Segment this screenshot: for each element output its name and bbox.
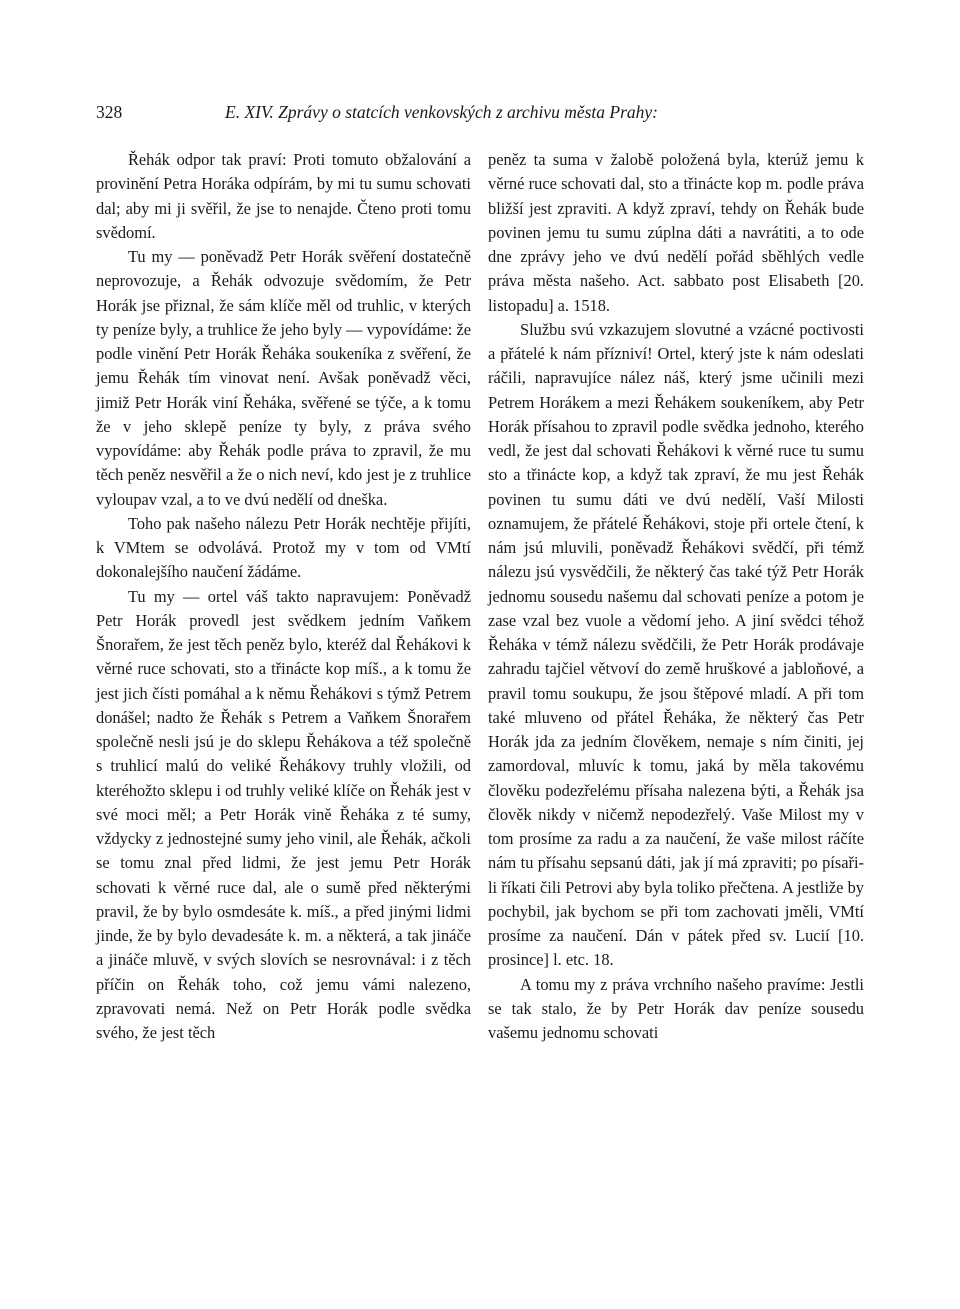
- running-title: E. XIV. Zprávy o statcích venkovských z archivu města Prahy:: [225, 102, 658, 122]
- paragraph: Tu my — poněvadž Petr Horák svěření dostatečně neprovozuje, a Řehák odvozuje svědomím, že Petr Horák jse přiznal, že sám klíče měl od truhlic, v kterých ty peníze byly, a truhlice že jeho byly — vypovídáme: že podle vinění Petr Horák Řeháka soukeníka z svěření, že jemu Řehák tím vinovat není. Avšak poněvadž věci, jimiž Petr Horák viní Řeháka, svěřené se týče, a k tomu že v jeho sklepě peníze ty byly, z práva svého vypovídáme: aby Řehák podle práva to zpravil, že mu těch peněz nesvěřil a že o nich neví, kdo jest je z truhlice vyloupav vzal, a to ve dvú nedělí od dneška.: [96, 247, 471, 509]
- paragraph: Toho pak našeho nálezu Petr Horák nechtěje přijíti, k VMtem se odvolává. Protož my v tom od VMtí dokonalejšího naučení žádáme.: [96, 513, 471, 582]
- paragraph: Řehák odpor tak praví: Proti tomuto obžalování a provinění Petra Horáka odpírám, by mi tu sumu schovati dal; aby mi ji svěřil, že jse to nenajde. Čteno proti tomu svědomí.: [96, 150, 471, 242]
- right-column: [488, 148, 864, 1045]
- paragraph: A tomu my z práva vrchního našeho pravíme: Jestli se tak stalo, že by Petr Horák dav peníze sousedu vašemu jednomu schovati: [488, 974, 864, 1042]
- paragraph: Službu svú vzkazujem slovutné a vzácné poctivosti a přátelé k nám přízniví! Ortel, který jste k nám odeslati ráčili, napravujíce nález náš, který jsme učinili mezi Petrem Horákem a mezi Řehákem soukeníkem, aby Petr Horák přísahou to zpravil podle svědka jednoho, kterého vedl, že jest dal schovati Řehákovi k věrné ruce tu sumu sto a třinácte kop, a když tak zpraví, že mu jest Řehák povinen tu sumu dáti ve dvú nedělí, Vaší Milosti oznamujem, že přátelé Řehákovi, stoje při ortele čtení, k nám jsú mluvili, poněvadž Řehákovi svědčí, při témž nálezu jsú vysvědčili, že některý čas také týž Petr Horák jednomu sousedu našemu dal schovati peníze a potom je zase vzal bez vuole a vědomí jeho. A jiní svědci téhož Řeháka v témž nálezu svědčili, že Petr Horák prodávaje zahradu tajčiel větvoví do země hruškové a jabloňové, a pravil tomu soukupu, že jsou štěpové mladí. A při tom také mluveno od přátel Řeháka, že některý čas Petr Horák jda za jedním člověkem, nemaje s ním činiti, jej zamordoval, mluvíc k tomu, jaká by měla takovému člověku podezřelému přísaha nalezena býti, a Řehák jsa člověk nikdy v ničemž nepodezřelý. Vaše Milost my v tom prosíme za radu a za naučení, že vaše milost ráčíte nám tu přísahu sepsanú dáti, jak jí má zpraviti; po písaři-li říkati čili Petrovi aby byla toliko přečtena. A jestliže by pochybil, jak bychom se při tom zachovati jměli, VMtí prosíme za naučení. Dán v pátek před sv. Lucií [10. prosince] l. etc. 18.: [488, 319, 864, 970]
- left-column: [96, 148, 471, 1045]
- running-header: [96, 100, 864, 124]
- paragraph: Tu my — ortel váš takto napravujem: Poněvadž Petr Horák provedl jest svědkem jedním Vaňkem Šnorařem, že jest těch peněz bylo, kteréž dal Řehákovi k věrné ruce schovati, sto a třinácte kop míš., a k tomu že jest jich čísti pomáhal a k němu Řehákovi s týmž Petrem donášel; nadto že Řehák s Petrem a Vaňkem Šnorařem společně nesli jsú je do sklepu Řehákova a též společně s truhlicí malú do veliké Řehákovy truhly vložili, od kteréhožto sklepu i od truhly veliké klíče on Řehák jest v své moci měl; a Petr Horák vině Řeháka z té sumy, vždycky z jednostejné sumy jeho vinil, ale Řehák, ačkoli se tomu znal před lidmi, že jest jemu Petr Horák schovati k věrné ruce dal, ale o sumě před některými pravil, že by bylo osmdesáte k. míš., a před jinými lidmi jinde, že by bylo devadesáte k. m. a některá, a tak jináče a jináče mluvě, v svých slovích se nesrovnával: i z těch příčin on Řehák toho, což jemu vámi nalezeno, zpravovati nemá. Než on Petr Horák podle svědka svého, že jest těch: [96, 586, 471, 1042]
- paragraph-continued: peněz ta suma v žalobě položená byla, kterúž jemu k věrné ruce schovati dal, sto a třinácte kop m. podle práva bližší jest zpraviti. A když zpraví, tehdy on Řehák bude povinen jemu tu sumu zúplna dáti a navrátiti, a to ode dne zprávy jeho ve dvú nedělí pořád sběhlých vedle práva města našeho. Act. sabbato post Elisabeth [20. listopadu] a. 1518.: [488, 150, 864, 315]
- page-number: 328: [96, 102, 123, 122]
